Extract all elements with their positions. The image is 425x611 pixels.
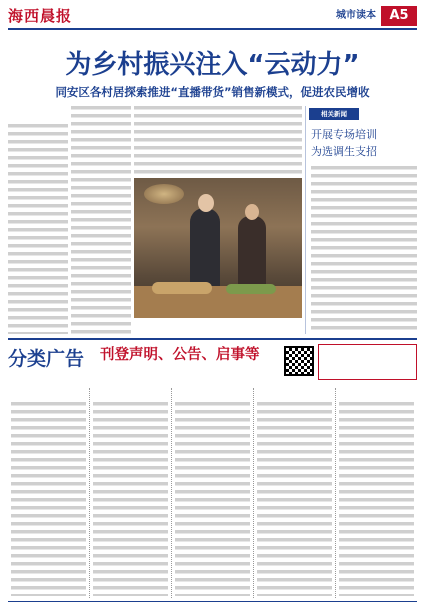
classified-column-head (90, 388, 171, 398)
classified-column (90, 388, 172, 598)
classified-column (172, 388, 254, 598)
address-line (321, 357, 416, 368)
livestream-photo (134, 178, 302, 318)
newspaper-logo: 海西晨报 (8, 7, 73, 25)
address-box (318, 344, 417, 380)
classified-title: 分类广告 (8, 348, 85, 370)
classified-column-body (93, 400, 168, 596)
photo-caption (134, 320, 302, 330)
sidebar-body (311, 164, 417, 334)
page-footer (8, 601, 417, 609)
classified-column-head (254, 388, 335, 398)
classified-column-body (175, 400, 250, 596)
classified-column-body (339, 400, 414, 596)
classified-column (254, 388, 336, 598)
article-body-col2 (71, 104, 131, 334)
related-news-tag: 相关新闻 (309, 108, 359, 120)
article-subheadline: 同安区各村居探索推进“直播带货”销售新模式，促进农民增收 (55, 85, 370, 99)
classified-column-body (11, 400, 86, 596)
classified-column-head (172, 388, 253, 398)
classified-columns (8, 388, 417, 598)
sidebar-title (311, 126, 415, 160)
column-divider (305, 106, 306, 334)
sidebar-title-line1: 开展专场培训 (311, 128, 377, 141)
qr-code-icon (284, 346, 314, 376)
address-line (321, 368, 416, 379)
notice-title: 刊登声明、公告、启事等 (100, 347, 260, 363)
issue-dateline (90, 8, 300, 22)
classified-column-body (257, 400, 332, 596)
classified-rule (8, 338, 417, 340)
classified-column-head (336, 388, 417, 398)
masthead-rule (8, 28, 417, 30)
classified-column (336, 388, 417, 598)
photo-produce (152, 282, 212, 294)
article-headline: 为乡村振兴注入“云动力” (65, 50, 360, 80)
classified-column (8, 388, 90, 598)
hotline-phones (100, 365, 300, 377)
address-line (321, 346, 416, 357)
article-byline (8, 104, 66, 120)
photo-lamp (144, 184, 184, 204)
article-body-col3-upper (134, 104, 302, 176)
page-number-badge: A5 (381, 6, 417, 26)
sidebar-title-line2: 为选调生支招 (311, 145, 377, 158)
classified-column-head (8, 388, 89, 398)
article-body-col1 (8, 122, 68, 334)
photo-vegetables (226, 284, 276, 294)
section-label: 城市读本 (336, 10, 376, 21)
